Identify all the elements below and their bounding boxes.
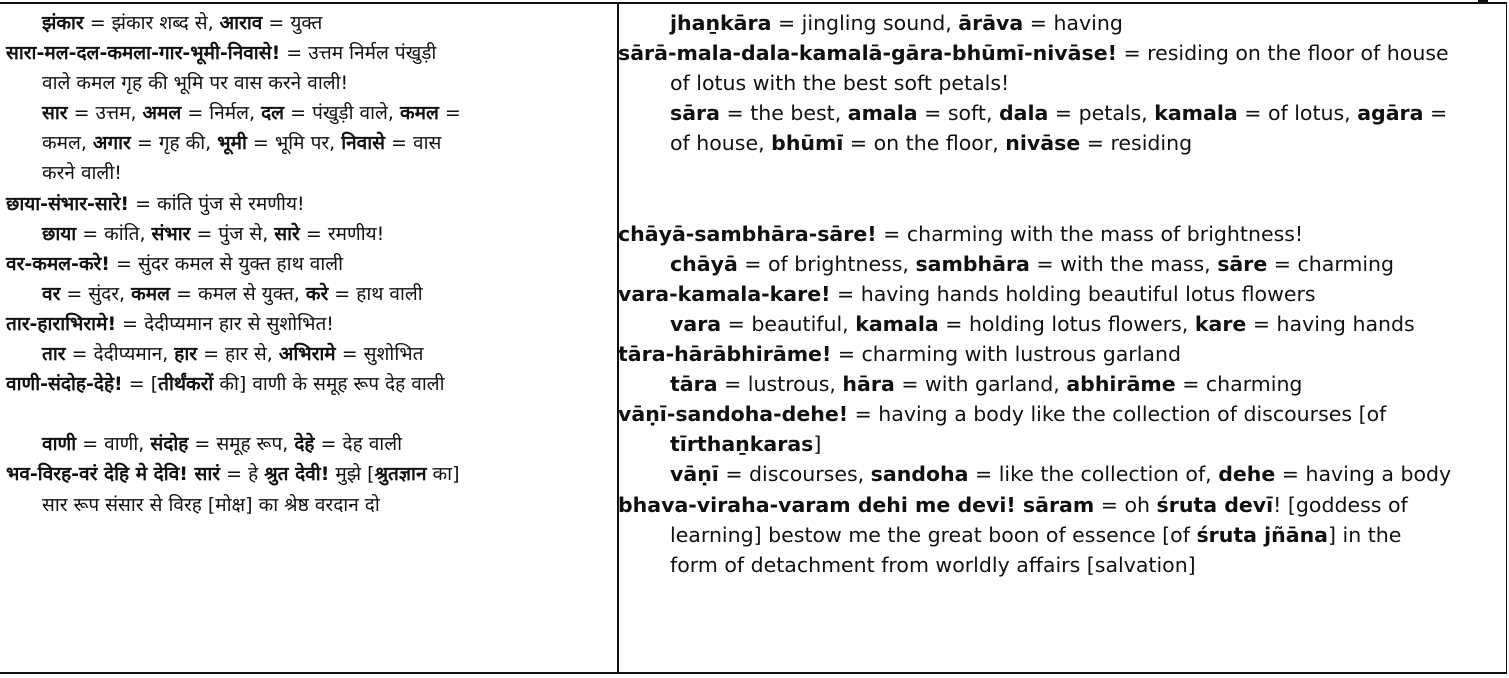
gloss: = हे [220, 463, 265, 486]
gloss: = charming [1175, 372, 1303, 397]
gloss: = सुंदर, [60, 282, 132, 305]
gloss: का] [426, 463, 460, 486]
english-line-1 [632, 8, 1500, 38]
english-line-10 [618, 279, 1500, 309]
gloss: = वाणी, [76, 433, 151, 456]
verse-term: vāṇī-sandoha-dehe! [618, 402, 849, 427]
gloss: = पुंज से, [190, 222, 275, 245]
gloss: = charming [1267, 251, 1395, 276]
gloss: = residing [1080, 131, 1193, 156]
gloss: = समूह रूप, [188, 433, 295, 456]
column-divider [617, 2, 619, 674]
term: अमल [142, 102, 182, 125]
english-line-2 [618, 38, 1500, 68]
term: वाणी [42, 433, 77, 456]
english-blank-line [632, 189, 1500, 219]
term: kare [1194, 311, 1247, 336]
gloss: = [1423, 101, 1448, 126]
term: हार [174, 343, 198, 366]
term: अगार [92, 132, 131, 155]
term: संदोह [150, 433, 189, 456]
hindi-line-3 [6, 68, 612, 98]
term: dehe [1218, 462, 1276, 487]
term: sandoha [870, 462, 969, 487]
gloss: = वास [385, 132, 442, 155]
term: वर [42, 282, 61, 305]
hindi-line-12 [6, 339, 612, 369]
hindi-line-6 [6, 158, 612, 188]
gloss: = निर्मल, [181, 102, 262, 125]
english-line-11 [632, 309, 1500, 339]
gloss: = देदीप्यमान, [65, 343, 175, 366]
gloss: = having hands [1246, 311, 1415, 336]
term: śruta devī [1156, 492, 1274, 517]
gloss: = soft, [917, 101, 999, 126]
english-line-13 [632, 369, 1500, 399]
verse-term: vara-kamala-kare! [618, 281, 831, 306]
gloss: = charming with lustrous garland [831, 342, 1181, 367]
term: dala [998, 101, 1049, 126]
term: kamala [855, 311, 939, 336]
term: सारे [274, 222, 300, 245]
gloss: = हाथ वाली [328, 282, 423, 305]
term: jhaṉkāra [670, 11, 772, 35]
gloss: = oh [1094, 492, 1157, 517]
gloss: = गृह की, [130, 132, 218, 155]
gloss: = of brightness, [737, 251, 916, 276]
gloss: = [ [122, 373, 159, 396]
term: tāra [670, 372, 718, 397]
gloss: = residing on the floor of house [1116, 41, 1449, 66]
gloss: of lotus with the best soft petals! [670, 71, 1010, 96]
hindi-line-4 [6, 98, 612, 128]
gloss: = [438, 102, 461, 125]
term: amala [847, 101, 918, 126]
gloss: = with the mass, [1029, 251, 1218, 276]
hindi-line-9 [6, 249, 612, 279]
gloss: = holding lotus flowers, [938, 311, 1195, 336]
gloss: = of lotus, [1237, 101, 1358, 126]
top-rule [0, 2, 1507, 4]
gloss: = having a body [1275, 462, 1452, 487]
hindi-blank-line [6, 399, 612, 429]
gloss: = like the collection of, [968, 462, 1219, 487]
term: ārāva [958, 11, 1024, 35]
english-line-9 [632, 249, 1500, 279]
term: कमल [131, 282, 170, 305]
bottom-rule [0, 672, 1507, 674]
hindi-line-17 [6, 490, 612, 520]
gloss: = युक्त [262, 12, 323, 34]
verse-term: छाया-संभार-सारे! [6, 192, 130, 215]
gloss: ] in the [1328, 522, 1402, 547]
gloss: = beautiful, [721, 311, 856, 336]
term: तार [42, 343, 66, 366]
hindi-line-2 [6, 38, 612, 68]
gloss: = भूमि पर, [246, 132, 342, 155]
right-border [1506, 2, 1507, 674]
gloss: वाले कमल गृह की भूमि पर वास करने वाली! [42, 72, 349, 95]
verse-term: वर-कमल-करे! [6, 252, 110, 275]
english-line-18 [632, 520, 1500, 550]
term: tīrthaṉkaras [670, 432, 814, 457]
gloss: = हार से, [197, 343, 279, 366]
gloss: = having hands holding beautiful lotus flowers [830, 281, 1316, 306]
term: आराव [219, 12, 263, 34]
gloss: = the best, [719, 101, 848, 126]
term: bhūmī [771, 131, 844, 156]
english-line-17 [618, 490, 1500, 520]
term: chāyā [670, 251, 738, 276]
term: sāre [1217, 251, 1268, 276]
gloss: मुझे [ [329, 463, 375, 486]
gloss: = देदीप्यमान हार से सुशोभित! [116, 312, 334, 335]
term: śruta jñāna [1196, 522, 1328, 547]
hindi-column [6, 8, 612, 520]
term: निवासे [341, 132, 386, 155]
english-line-15 [632, 429, 1500, 459]
hindi-line-5 [6, 128, 612, 158]
english-line-14 [618, 399, 1500, 429]
term: छाया [42, 222, 77, 245]
gloss: कमल, [42, 132, 93, 155]
gloss: = having a body like the collection of discourses [of [848, 402, 1387, 427]
gloss: form of detachment from worldly affairs [salvation] [670, 552, 1196, 577]
gloss: = lustrous, [717, 372, 843, 397]
gloss: = discourses, [718, 462, 871, 487]
gloss: करने वाली! [42, 162, 122, 185]
term: दल [261, 102, 285, 125]
gloss: = देह वाली [314, 433, 403, 456]
gloss: ! [goddess of [1273, 492, 1408, 517]
verse-term: sārā-mala-dala-kamalā-gāra-bhūmī-nivāse! [618, 41, 1117, 66]
term: झंकार [42, 12, 84, 34]
verse-term: भव-विरह-वरं देहि मे देवि! सारं [6, 463, 221, 486]
term: sāra [670, 101, 720, 126]
gloss: = पंखुड़ी वाले, [284, 102, 400, 125]
hindi-line-7 [6, 189, 612, 219]
term: श्रुत देवी! [264, 463, 330, 486]
verse-term: तार-हाराभिरामे! [6, 312, 117, 335]
hindi-line-10 [6, 279, 612, 309]
gloss: की] वाणी के समूह रूप देह वाली [213, 373, 445, 396]
gloss: ] [813, 432, 822, 457]
hindi-line-15 [6, 429, 612, 459]
gloss: = उत्तम निर्मल पंखुड़ी [280, 42, 437, 65]
gloss: = उत्तम, [67, 102, 143, 125]
term: kamala [1154, 101, 1238, 126]
gloss: learning] bestow me the great boon of essence [of [670, 522, 1197, 547]
gloss: = कमल से युक्त, [169, 282, 306, 305]
gloss: = झंकार शब्द से, [83, 12, 220, 34]
term: भूमी [217, 132, 247, 155]
english-line-8 [618, 219, 1500, 249]
term: sambhāra [915, 251, 1030, 276]
gloss: = सुंदर कमल से युक्त हाथ वाली [109, 252, 344, 275]
term: abhirāme [1066, 372, 1176, 397]
hindi-line-16 [6, 459, 612, 489]
term: करे [305, 282, 329, 305]
term: nivāse [1005, 131, 1081, 156]
gloss: = with garland, [894, 372, 1067, 397]
term: श्रुतज्ञान [374, 463, 427, 486]
gloss: = कांति, [76, 222, 152, 245]
term: vara [670, 311, 722, 336]
gloss: = having [1023, 11, 1123, 35]
term: सार [42, 102, 68, 125]
english-line-3 [632, 68, 1500, 98]
verse-term: bhava-viraha-varam dehi me devi! sāram [618, 492, 1095, 517]
term: देहे [294, 433, 315, 456]
term: vāṇī [670, 462, 719, 487]
hindi-line-8 [6, 219, 612, 249]
english-line-5 [632, 128, 1500, 158]
term: agāra [1357, 101, 1424, 126]
english-line-12 [618, 339, 1500, 369]
gloss: = petals, [1048, 101, 1155, 126]
term: संभार [151, 222, 191, 245]
term: तीर्थंकरों [158, 373, 214, 396]
english-line-19 [632, 550, 1500, 580]
gloss: = रमणीय! [299, 222, 385, 245]
english-line-4 [632, 98, 1500, 128]
gloss: सार रूप संसार से विरह [मोक्ष] का श्रेष्ठ वरदान दो [42, 493, 380, 516]
gloss: = सुशोभित [335, 343, 424, 366]
verse-term: सारा-मल-दल-कमला-गार-भूमी-निवासे! [6, 42, 281, 65]
gloss: = jingling sound, [771, 11, 959, 35]
term: कमल [399, 102, 439, 125]
english-line-16 [632, 459, 1500, 489]
english-column [618, 8, 1500, 580]
hindi-line-13 [6, 369, 612, 399]
verse-term: वाणी-संदोह-देहे! [6, 373, 123, 396]
verse-term: chāyā-sambhāra-sāre! [618, 221, 877, 246]
term: अभिरामे [278, 343, 336, 366]
gloss: = charming with the mass of brightness! [876, 221, 1304, 246]
hindi-line-11 [6, 309, 612, 339]
gloss: = on the floor, [843, 131, 1006, 156]
hindi-line-1 [6, 8, 612, 38]
gloss: = कांति पुंज से रमणीय! [129, 192, 305, 215]
gloss: of house, [670, 131, 772, 156]
term: hāra [842, 372, 895, 397]
top-tick-mark [1478, 0, 1488, 4]
english-blank-line [632, 158, 1500, 188]
verse-term: tāra-hārābhirāme! [618, 342, 832, 367]
